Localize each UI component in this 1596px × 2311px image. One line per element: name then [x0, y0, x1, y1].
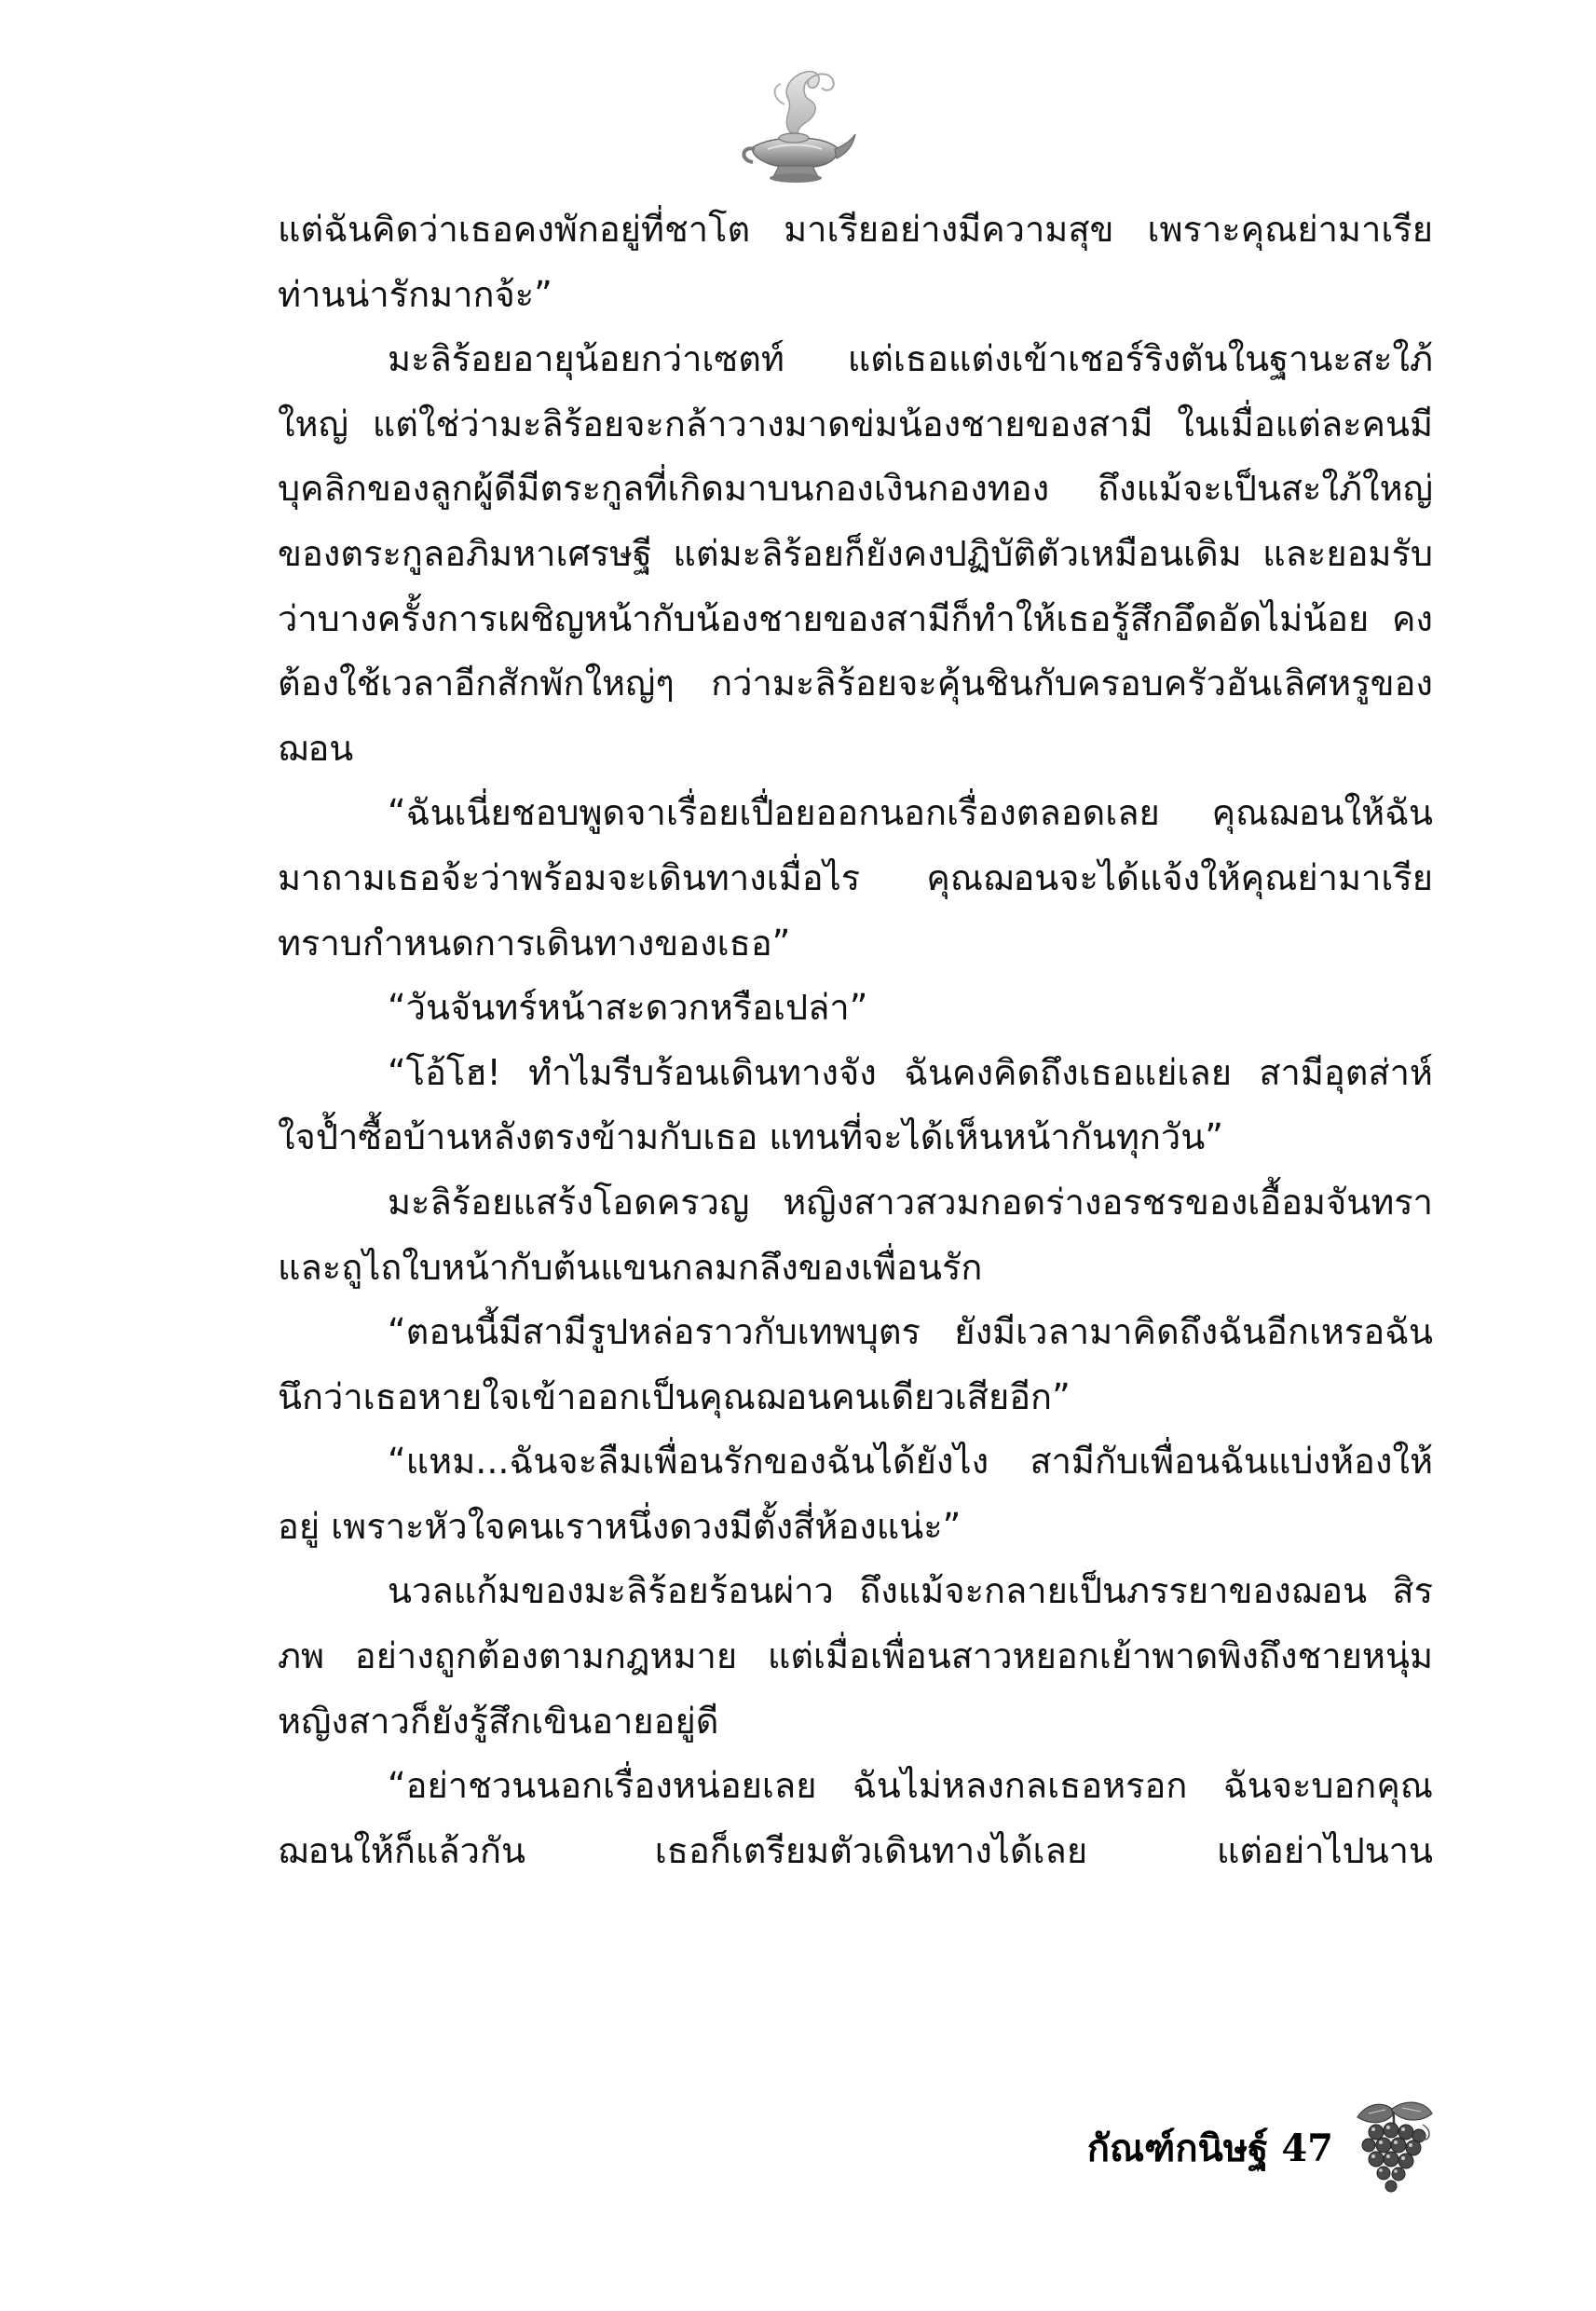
- paragraph-8: “แหม...ฉันจะลืมเพื่อนรักของฉันได้ยังไง สามีกับเพื่อนฉันแบ่งห้องให้อยู่ เพราะหัวใจคนเราหนึ่งดวงมีตั้งสี่ห้องแน่ะ”: [278, 1441, 1433, 1547]
- book-title: กัณฑ์กนิษฐ์: [1086, 2126, 1269, 2170]
- paragraph-10: “อย่าชวนนอกเรื่องหน่อยเลย ฉันไม่หลงกลเธอหรอก ฉันจะบอกคุณฌอนให้ก็แล้วกัน เธอก็เตรียมตัวเดินทางได้เลย แต่อย่าไปนาน: [278, 1765, 1433, 1871]
- paragraph-1: แต่ฉันคิดว่าเธอคงพักอยู่ที่ชาโต มาเรียอย่างมีความสุข เพราะคุณย่ามาเรียท่านน่ารักมากจ้ะ”: [278, 209, 1433, 315]
- paragraph-2: มะลิร้อยอายุน้อยกว่าเซตท์ แต่เธอแต่งเข้าเชอร์ริงตันในฐานะสะใภ้ใหญ่ แต่ใช่ว่ามะลิร้อยจะกล้าวางมาดข่มน้องชายของสามี ในเมื่อแต่ละคนมีบุคลิกของลูกผู้ดีมีตระกูลที่เกิดมาบนกองเงินกองทอง ถึงแม้จะเป็นสะใภ้ใหญ่ของตระกูลอภิมหาเศรษฐี แต่มะลิร้อยก็ยังคงปฏิบัติตัวเหมือนเดิม และยอมรับว่าบางครั้งการเผชิญหน้ากับน้องชายของสามีก็ทำให้เธอรู้สึกอึดอัดไม่น้อย คงต้องใช้เวลาอีกสักพักใหญ่ๆ กว่ามะลิร้อยจะคุ้นชินกับครอบครัวอันเลิศหรูของฌอน: [278, 338, 1433, 769]
- genie-lamp-icon: [736, 56, 859, 192]
- paragraph-7: “ตอนนี้มีสามีรูปหล่อราวกับเทพบุตร ยังมีเวลามาคิดถึงฉันอีกเหรอฉันนึกว่าเธอหายใจเข้าออกเป็นคุณฌอนคนเดียวเสียอีก”: [278, 1311, 1433, 1417]
- page-footer: [1087, 2097, 1438, 2199]
- paragraph-4: “วันจันทร์หน้าสะดวกหรือเปล่า”: [388, 987, 868, 1029]
- paragraph-9: นวลแก้มของมะลิร้อยร้อนผ่าว ถึงแม้จะกลายเป็นภรรยาของฌอน สิรภพ อย่างถูกต้องตามกฎหมาย แต่เมื่อเพื่อนสาวหยอกเย้าพาดพิงถึงชายหนุ่ม หญิงสาวก็ยังรู้สึกเขินอายอยู่ดี: [278, 1570, 1433, 1742]
- paragraph-5: “โอ้โฮ! ทำไมรีบร้อนเดินทางจัง ฉันคงคิดถึงเธอแย่เลย สามีอุตส่าห์ใจป้ำซื้อบ้านหลังตรงข้ามกับเธอ แทนที่จะได้เห็นหน้ากันทุกวัน”: [278, 1051, 1433, 1158]
- page-number: 47: [1281, 2126, 1333, 2170]
- body-text: [278, 198, 1433, 1883]
- paragraph-6: มะลิร้อยแสร้งโอดครวญ หญิงสาวสวมกอดร่างอรชรของเอื้อมจันทราและถูไถใบหน้ากับต้นแขนกลมกลึงของเพื่อนรัก: [278, 1181, 1433, 1288]
- paragraph-3: “ฉันเนี่ยชอบพูดจาเรื่อยเปื่อยออกนอกเรื่องตลอดเลย คุณฌอนให้ฉันมาถามเธอจ้ะว่าพร้อมจะเดินทางเมื่อไร คุณฌอนจะได้แจ้งให้คุณย่ามาเรียทราบกำหนดการเดินทางของเธอ”: [278, 792, 1433, 964]
- grape-cluster-icon: [1348, 2097, 1438, 2199]
